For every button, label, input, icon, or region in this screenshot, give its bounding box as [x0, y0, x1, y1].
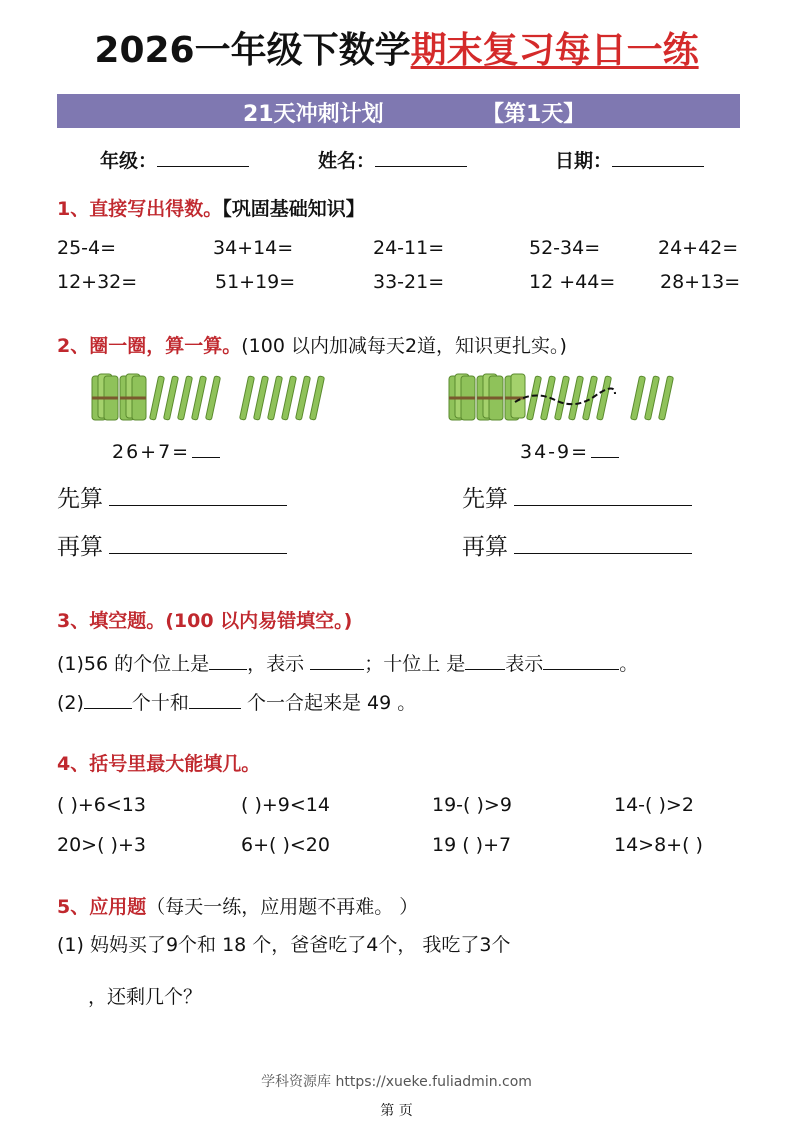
answer-blank[interactable]	[209, 669, 247, 670]
banner-plan: 21天冲刺计划	[243, 102, 384, 127]
section1-title-black: 【巩固基础知识】	[222, 198, 365, 220]
banner-day: 【第1天】	[482, 102, 586, 127]
calc-item: 33-21=	[373, 271, 445, 293]
section5-title-black: （每天一练，应用题不再难。 ）	[146, 896, 419, 918]
bundle-of-ten-icon	[477, 374, 503, 420]
date-field	[555, 146, 704, 173]
section2-title-red: 2、圈一圈，算一算。	[57, 335, 242, 357]
section1-title-red: 1、直接写出得数。	[57, 198, 223, 220]
inequality-item: ( )+6<13	[57, 794, 146, 816]
inequality-item: 6+( )<20	[241, 834, 330, 856]
calc-item: 12+32=	[57, 271, 138, 293]
page-number: 第 页	[380, 1103, 413, 1119]
title-highlight: 期末复习每日一练	[410, 30, 699, 71]
grade-field	[100, 146, 249, 173]
inequality-item: 20>( )+3	[57, 834, 146, 856]
calc-item: 51+19=	[215, 271, 296, 293]
calc-item: 12 +44=	[529, 271, 616, 293]
fill-question-1: (1)56 的个位上是 ，表示 ；十位上 是 表示 。	[57, 653, 639, 675]
section2-title-black: (100 以内加减每天2道，知识更扎实。)	[241, 335, 567, 357]
answer-blank[interactable]	[591, 457, 619, 458]
bundle-of-ten-icon	[92, 374, 118, 420]
expr-right: 34-9=	[520, 441, 619, 463]
bundle-of-ten-icon	[449, 374, 475, 420]
name-blank[interactable]	[375, 166, 467, 167]
answer-blank[interactable]	[109, 505, 287, 506]
first-step-right: 先算	[462, 480, 692, 513]
calc-item: 25-4=	[57, 237, 117, 259]
answer-blank[interactable]	[514, 505, 692, 506]
answer-blank[interactable]	[465, 669, 505, 670]
section2-title	[57, 331, 567, 358]
section5-title-red: 5、应用题	[57, 896, 147, 918]
name-field	[318, 146, 467, 173]
grade-label: 年级：	[100, 150, 158, 172]
calc-item: 34+14=	[213, 237, 294, 259]
section4-title-red: 4、括号里最大能填几。	[57, 753, 261, 775]
stick-bundle-right-icon	[445, 370, 685, 424]
inequality-item: 19 ( )+7	[432, 834, 512, 856]
name-label: 姓名：	[318, 150, 376, 172]
section1-title	[57, 194, 365, 221]
answer-blank[interactable]	[310, 669, 364, 670]
second-step-right: 再算	[462, 528, 692, 561]
page-title	[0, 22, 793, 73]
answer-blank[interactable]	[84, 708, 132, 709]
grade-blank[interactable]	[157, 166, 249, 167]
word-problem-line2: ，还剩几个？	[88, 986, 203, 1008]
title-prefix: 2026一年级下数学	[94, 30, 411, 71]
inequality-item: 14-( )>2	[614, 794, 694, 816]
fill-question-2: (2) 个十和 个一合起来是 49 。	[57, 692, 417, 714]
plan-banner	[57, 94, 740, 128]
section5-title	[57, 892, 418, 919]
calc-item: 28+13=	[660, 271, 741, 293]
first-step-left: 先算	[57, 480, 287, 513]
calc-item: 24+42=	[658, 237, 739, 259]
answer-blank[interactable]	[192, 457, 220, 458]
answer-blank[interactable]	[543, 669, 619, 670]
bundle-of-ten-icon	[120, 374, 146, 420]
date-blank[interactable]	[612, 166, 704, 167]
calc-item: 24-11=	[373, 237, 445, 259]
answer-blank[interactable]	[109, 553, 287, 554]
inequality-item: 14>8+( )	[614, 834, 703, 856]
footer-source: 学科资源库 https://xueke.fuliadmin.com	[261, 1074, 532, 1090]
expr-left: 26+7=	[112, 441, 220, 463]
date-label: 日期：	[555, 150, 613, 172]
bundle-of-ten-icon	[505, 374, 525, 420]
stick-bundle-left-icon	[88, 370, 328, 424]
answer-blank[interactable]	[514, 553, 692, 554]
calc-item: 52-34=	[529, 237, 601, 259]
inequality-item: ( )+9<14	[241, 794, 330, 816]
word-problem-line1: (1) 妈妈买了9个和 18 个，爸爸吃了4个， 我吃了3个	[57, 934, 511, 956]
second-step-left: 再算	[57, 528, 287, 561]
inequality-item: 19-( )>9	[432, 794, 512, 816]
section3-title-red: 3、填空题。(100 以内易错填空。)	[57, 610, 353, 632]
section4-title	[57, 749, 260, 776]
answer-blank[interactable]	[189, 708, 241, 709]
section3-title	[57, 606, 352, 633]
